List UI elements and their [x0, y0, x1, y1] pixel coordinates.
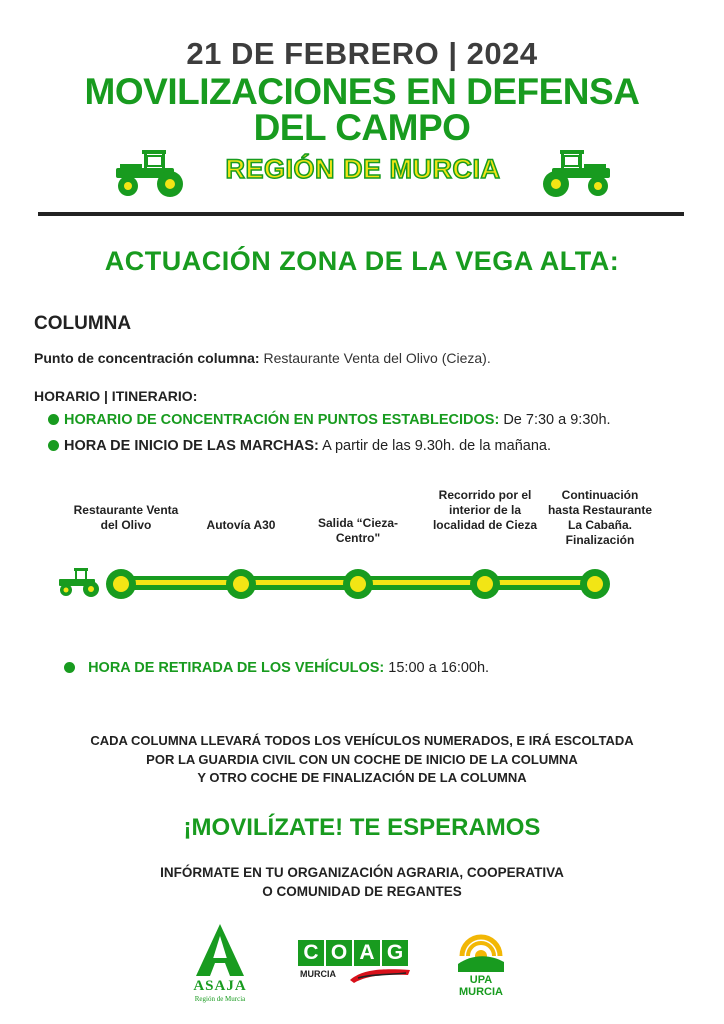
schedule-heading: HORARIO | ITINERARIO:	[34, 388, 198, 404]
route-stop-node	[343, 569, 373, 599]
region-banner	[0, 148, 724, 198]
notice-line: Y OTRO COCHE DE FINALIZACIÓN DE LA COLUMNA	[197, 770, 527, 785]
bullet-dot-icon	[48, 414, 59, 425]
route-stop-label: Recorrido por el interior de la localidad de Cieza	[432, 488, 538, 532]
upa-line-1: UPA	[469, 974, 493, 986]
route-stop-label: Continuación hasta Restaurante La Cabaña. Finalización	[547, 488, 653, 547]
coag-region: MURCIA	[300, 969, 336, 979]
notice-line: POR LA GUARDIA CIVIL CON UN COCHE DE INICIO DE LA COLUMNA	[146, 751, 578, 767]
bullet-value: De 7:30 a 9:30h.	[503, 412, 611, 428]
route-stop-node	[106, 569, 136, 599]
bullet-label: HORARIO DE CONCENTRACIÓN EN PUNTOS ESTABLECIDOS:	[64, 412, 500, 428]
concentration-point	[34, 350, 491, 366]
route-stop-label: Restaurante Venta del Olivo	[73, 503, 179, 532]
tractor-icon	[112, 148, 188, 198]
withdrawal-value: 15:00 a 16:00h.	[388, 660, 490, 676]
asaja-name: ASAJA	[193, 978, 247, 994]
route-stop-node	[580, 569, 610, 599]
coag-letter: C	[298, 940, 324, 966]
upa-name	[456, 974, 506, 998]
bullet-item	[48, 412, 611, 428]
title-line-2: DEL CAMPO	[253, 107, 471, 148]
coag-logo	[298, 940, 416, 986]
slogan: ¡MOVILÍZATE! TE ESPERAMOS	[183, 814, 541, 841]
upa-line-2: MURCIA	[459, 986, 503, 998]
info-line: INFÓRMATE EN TU ORGANIZACIÓN AGRARIA, COOPERATIVA	[160, 865, 564, 880]
upa-logo	[456, 930, 506, 1000]
bullet-label: HORA DE INICIO DE LAS MARCHAS:	[64, 438, 319, 454]
route-stop-node	[470, 569, 500, 599]
tractor-icon	[538, 148, 614, 198]
divider	[38, 212, 684, 216]
coag-letter: G	[382, 940, 408, 966]
bullet-value: A partir de las 9.30h. de la mañana.	[322, 438, 551, 454]
page-title	[0, 71, 724, 148]
coag-letter: O	[326, 940, 352, 966]
tractor-icon	[56, 566, 102, 598]
route-stop-node	[226, 569, 256, 599]
asaja-emblem-icon	[190, 922, 250, 978]
asaja-subtitle: Región de Murcia	[194, 995, 246, 1003]
coag-emblem-icon	[348, 966, 412, 984]
bullet-dot-icon	[48, 440, 59, 451]
withdrawal-time	[64, 660, 489, 676]
notice-line: CADA COLUMNA LLEVARÁ TODOS LOS VEHÍCULOS NUMERADOS, E IRÁ ESCOLTADA	[90, 733, 634, 748]
info-text	[0, 863, 724, 901]
info-line: O COMUNIDAD DE REGANTES	[262, 884, 462, 899]
title-line-1: MOVILIZACIONES EN DEFENSA	[84, 71, 640, 112]
section-title: COLUMNA	[34, 313, 132, 334]
concentration-label: Punto de concentración columna:	[34, 350, 260, 366]
route-stop-label: Autovía A30	[206, 518, 276, 532]
asaja-logo	[190, 922, 250, 1006]
upa-emblem-icon	[456, 930, 506, 974]
route-stop-label: Salida “Cieza-Centro"	[317, 516, 399, 545]
escort-notice	[0, 732, 724, 788]
withdrawal-label: HORA DE RETIRADA DE LOS VEHÍCULOS:	[88, 660, 385, 676]
concentration-value: Restaurante Venta del Olivo (Cieza).	[263, 350, 491, 366]
coag-letter: A	[354, 940, 380, 966]
bullet-item	[48, 438, 551, 454]
event-date: 21 DE FEBRERO | 2024	[186, 36, 538, 71]
bullet-dot-icon	[64, 662, 75, 673]
zone-title: ACTUACIÓN ZONA DE LA VEGA ALTA:	[104, 246, 620, 276]
region-title: REGIÓN DE MURCIA	[225, 154, 501, 184]
